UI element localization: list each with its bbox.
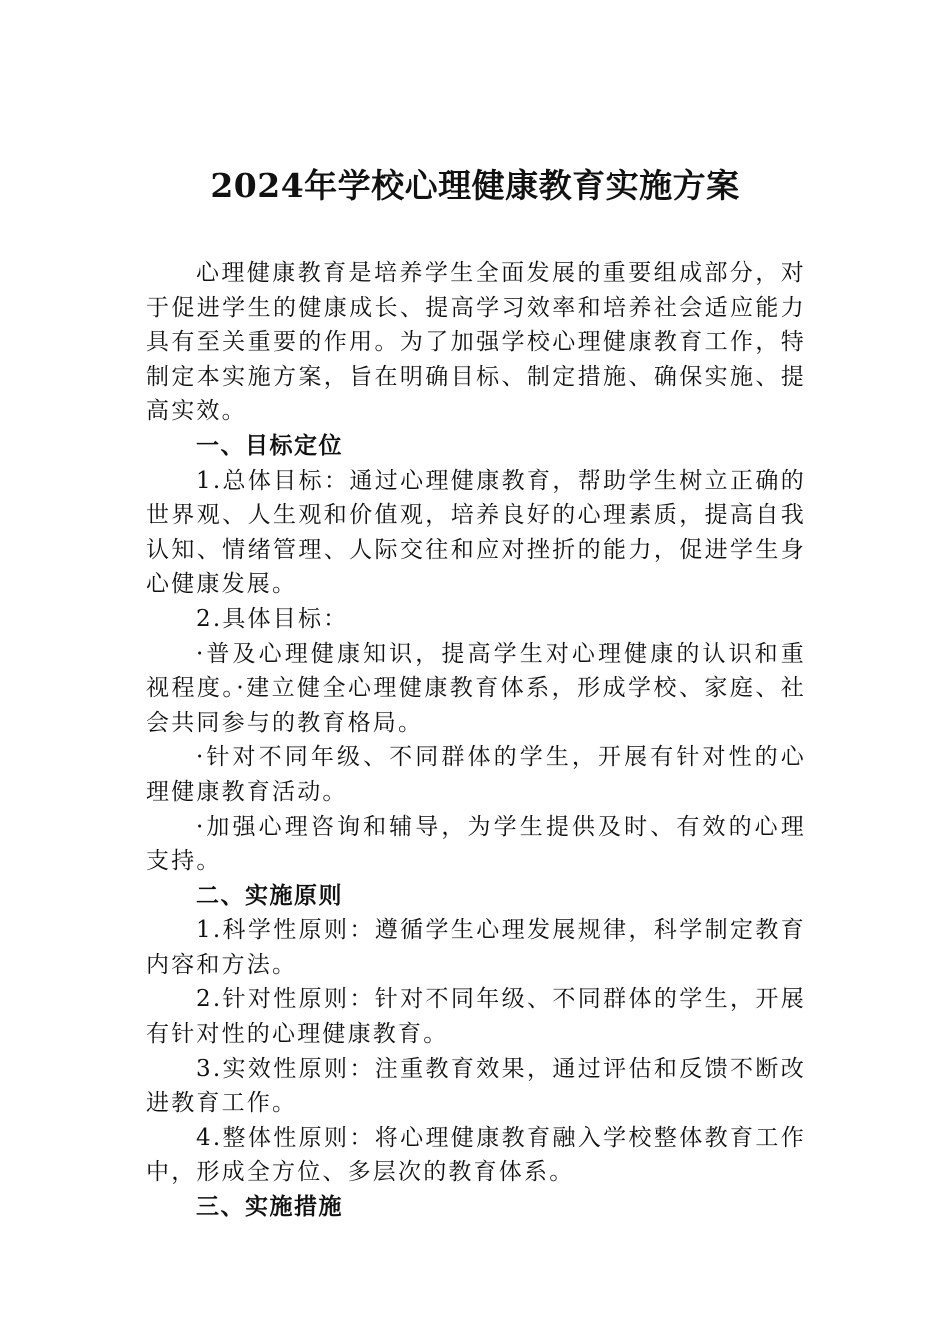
document-body — [146, 256, 806, 1225]
section-heading-goals: 一、目标定位 — [196, 432, 343, 459]
paragraph-principle-targeted: 2.针对性原则：针对不同年级、不同群体的学生，开展有针对性的心理健康教育。 — [146, 986, 806, 1048]
paragraph-principle-holistic: 4.整体性原则：将心理健康教育融入学校整体教育工作中，形成全方位、多层次的教育体系。 — [146, 1124, 806, 1186]
bullet-popularize-knowledge: ·普及心理健康知识，提高学生对心理健康的认识和重视程度。·建立健全心理健康教育体系，形成学校、家庭、社会共同参与的教育格局。 — [146, 640, 806, 736]
section-heading-measures: 三、实施措施 — [196, 1194, 343, 1221]
section-heading-principles: 二、实施原则 — [196, 882, 343, 909]
paragraph-overall-goal: 1.总体目标：通过心理健康教育，帮助学生树立正确的世界观、人生观和价值观，培养良好的心理素质，提高自我认知、情绪管理、人际交往和应对挫折的能力，促进学生身心健康发展。 — [146, 467, 806, 598]
paragraph-principle-effective: 3.实效性原则：注重教育效果，通过评估和反馈不断改进教育工作。 — [146, 1055, 806, 1117]
bullet-targeted-activities: ·针对不同年级、不同群体的学生，开展有针对性的心理健康教育活动。 — [146, 744, 806, 805]
bullet-counseling-support: ·加强心理咨询和辅导，为学生提供及时、有效的心理支持。 — [146, 813, 806, 875]
intro-paragraph: 心理健康教育是培养学生全面发展的重要组成部分，对于促进学生的健康成长、提高学习效率和培养社会适应能力具有至关重要的作用。为了加强学校心理健康教育工作，特制定本实施方案，旨在明确目标、制定措施、确保实施、提高实效。 — [146, 260, 806, 425]
paragraph-specific-goals: 2.具体目标： — [196, 605, 349, 632]
paragraph-principle-scientific: 1.科学性原则：遵循学生心理发展规律，科学制定教育内容和方法。 — [146, 917, 806, 978]
document-title: 2024年学校心理健康教育实施方案 — [210, 166, 740, 205]
